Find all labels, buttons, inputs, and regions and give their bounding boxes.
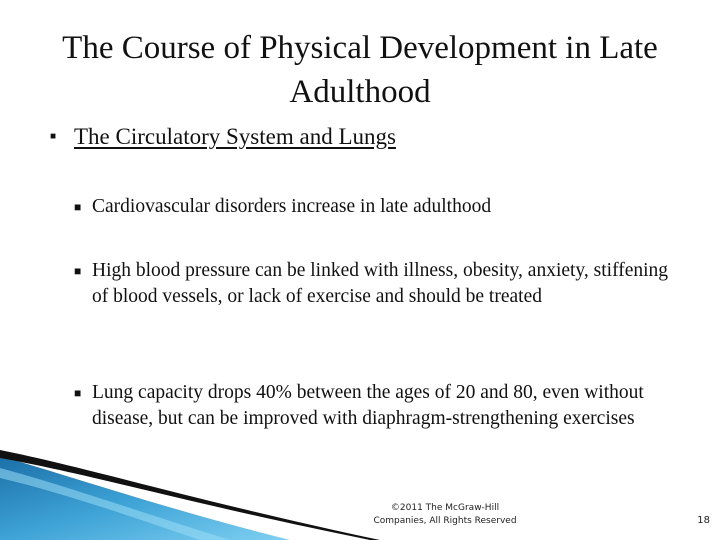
copyright-notice: [350, 502, 540, 528]
copyright-line: ©2011 The McGraw-Hill: [390, 503, 500, 513]
page-number: 18: [697, 515, 710, 526]
sub-bullet-item: [74, 258, 674, 310]
square-bullet-icon: ■: [74, 386, 82, 400]
slide-title: The Course of Physical Development in Late Adulthood: [62, 30, 658, 110]
sub-bullet-text: Lung capacity drops 40% between the ages of 20 and 80, even without disease, but can be improved with diaphragm-strengthening exercises: [92, 382, 644, 429]
sub-bullet-item: [74, 380, 674, 432]
sub-bullet-text: Cardiovascular disorders increase in late adulthood: [92, 196, 492, 217]
square-bullet-icon: ■: [74, 264, 82, 278]
blue-wave-shape: [0, 456, 290, 540]
square-bullet-icon: ■: [74, 200, 82, 214]
decorative-swoosh: [0, 440, 380, 540]
main-bullet-text: The Circulatory System and Lungs: [74, 124, 396, 149]
sub-bullet-item: [74, 194, 674, 220]
square-bullet-icon: ■: [50, 131, 57, 142]
copyright-line: Companies, All Rights Reserved: [373, 516, 517, 526]
sub-bullet-text: High blood pressure can be linked with illness, obesity, anxiety, stiffening of blood vessels, or lack of exercise and should be treated: [92, 260, 669, 307]
